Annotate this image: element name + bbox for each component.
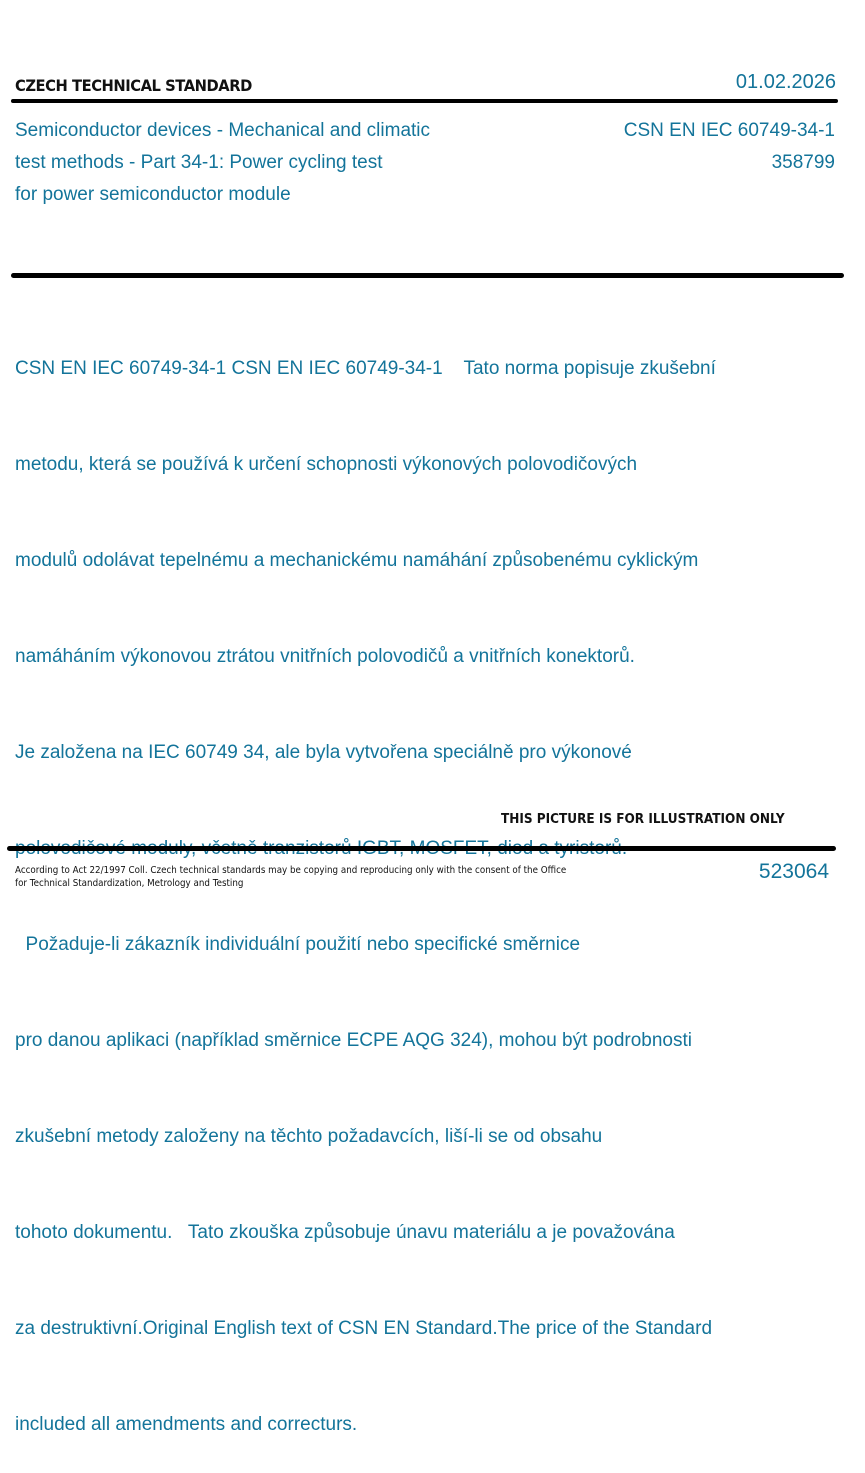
description-line: za destruktivní.Original English text of CSN EN Standard.The price of the Standard (15, 1318, 713, 1339)
illustration-disclaimer: THIS PICTURE IS FOR ILLUSTRATION ONLY (501, 812, 785, 827)
description-line: included all amendments and correcturs. (15, 1414, 358, 1435)
description-line: Je založena na IEC 60749 34, ale byla vytvořena speciálně pro výkonové (15, 742, 632, 763)
document-type-heading: CZECH TECHNICAL STANDARD (15, 76, 252, 95)
header-divider (11, 99, 838, 103)
description-line: Požaduje-li zákazník individuální použití nebo specifické směrnice (15, 934, 581, 955)
standard-title-line: for power semiconductor module (15, 184, 291, 205)
publication-date: 01.02.2026 (735, 71, 836, 93)
footer-number: 523064 (758, 860, 829, 883)
standard-code: CSN EN IEC 60749-34-1 (623, 120, 835, 141)
standard-title-line: Semiconductor devices - Mechanical and climatic (15, 120, 431, 141)
description-line: zkušební metody založeny na těchto požadavcích, liší-li se od obsahu (15, 1126, 603, 1147)
standard-identifiers (624, 115, 835, 179)
description-line: CSN EN IEC 60749-34-1 CSN EN IEC 60749-34-1 Tato norma popisuje zkušební (15, 358, 716, 379)
standard-title (15, 115, 430, 211)
legal-notice-line: According to Act 22/1997 Coll. Czech technical standards may be copying and reproducing only with the consent of the Office (15, 865, 567, 876)
footer-divider (7, 846, 836, 851)
title-divider (11, 273, 844, 278)
description-line: metodu, která se používá k určení schopnosti výkonových polovodičových (15, 454, 638, 475)
description-line: tohoto dokumentu. Tato zkouška způsobuje únavu materiálu a je považována (15, 1222, 675, 1243)
legal-notice (15, 864, 566, 890)
description-line: modulů odolávat tepelnému a mechanickému namáhání způsobenému cyklickým (15, 550, 699, 571)
standard-title-line: test methods - Part 34-1: Power cycling test (15, 152, 383, 173)
description-line: namáháním výkonovou ztrátou vnitřních polovodičů a vnitřních konektorů. (15, 646, 635, 667)
catalog-number: 358799 (771, 152, 835, 173)
legal-notice-line: for Technical Standardization, Metrology and Testing (15, 878, 244, 889)
description-line: pro danou aplikaci (například směrnice ECPE AQG 324), mohou být podrobnosti (15, 1030, 692, 1051)
